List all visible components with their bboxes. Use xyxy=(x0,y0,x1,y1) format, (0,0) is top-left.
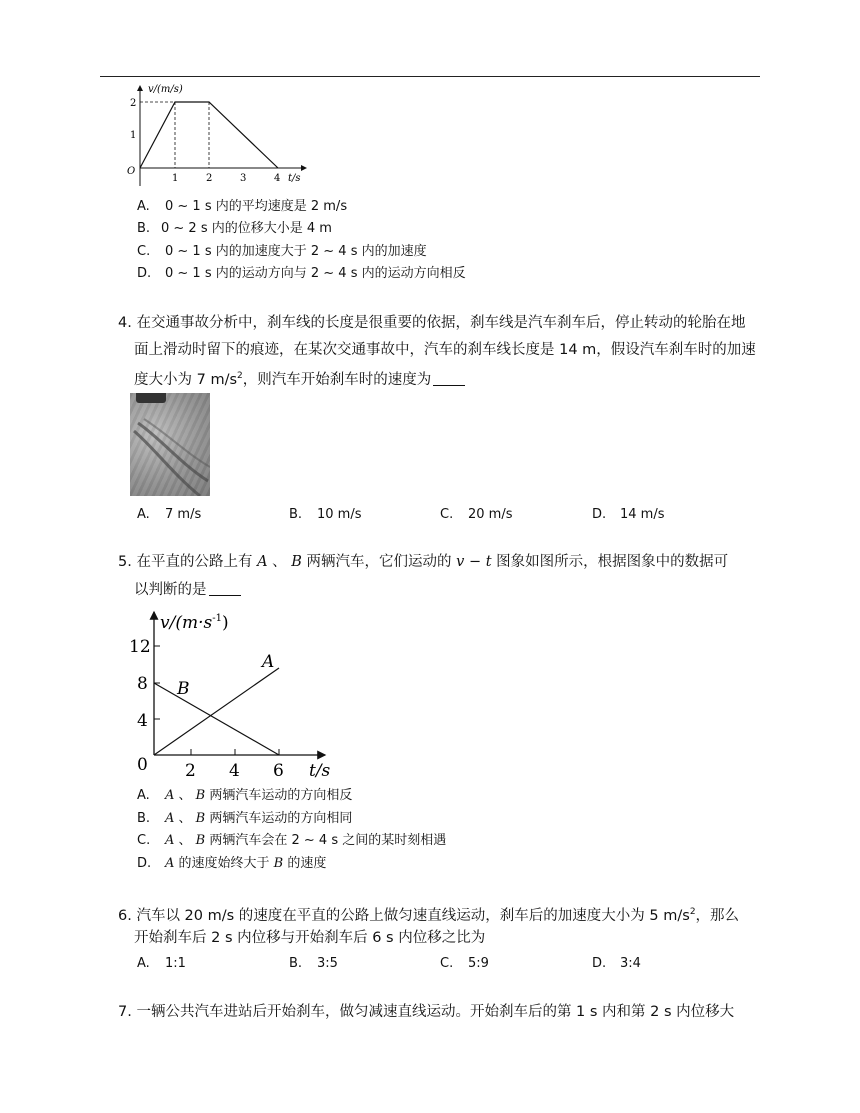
line-a xyxy=(154,668,279,755)
skid-marks-photo xyxy=(130,393,210,496)
q5-option-a: A. A 、 B 两辆汽车运动的方向相反 xyxy=(137,788,353,803)
graph1-xtick: 3 xyxy=(240,173,247,184)
q6-option-b: B. 3:5 xyxy=(289,956,338,971)
q4-option-c: C. 20 m/s xyxy=(440,507,513,522)
q6-line-1: 6. 汽车以 20 m/s 的速度在平直的公路上做匀速直线运动，刹车后的加速度大小为 5 $m/s^2$，那么 xyxy=(118,907,740,924)
vt-graph-2 xyxy=(125,606,335,782)
graph1-xtick: 4 xyxy=(274,173,281,184)
graph1-xlabel: t/s xyxy=(288,173,301,184)
q3-option-b: B. 0 ~ 2 s 内的位移大小是 4 m xyxy=(137,221,332,236)
graph2-ytick: 12 xyxy=(129,637,151,657)
graph1-xtick: 2 xyxy=(206,173,213,184)
graph2-ytick: 0 xyxy=(137,755,148,775)
q4-number: 4. xyxy=(118,315,132,331)
q3-option-c: C. 0 ~ 1 s 内的加速度大于 2 ~ 4 s 内的加速度 xyxy=(137,244,427,259)
q3-option-d: D. 0 ~ 1 s 内的运动方向与 2 ~ 4 s 内的运动方向相反 xyxy=(137,266,466,281)
q4-line-1: 4. 在交通事故分析中，刹车线的长度是很重要的依据，刹车线是汽车刹车后，停止转动的轮胎在地 xyxy=(118,315,746,331)
graph1-xtick: 1 xyxy=(172,173,179,184)
q4-line-3: 度大小为 7 $m/s^2$，则汽车开始刹车时的速度为 xyxy=(134,366,465,390)
q7-line-1: 7. 一辆公共汽车进站后开始刹车，做匀减速直线运动。开始刹车后的第 1 s 内和第 2 s 内位移大 xyxy=(118,1004,735,1020)
q4-option-a: A. 7 m/s xyxy=(137,507,202,522)
graph1-ylabel: v/(m/s) xyxy=(148,84,183,95)
graph2-ylabel: $v/(m\cdot s^{-1})$ xyxy=(160,613,229,633)
q4-line-2: 面上滑动时留下的痕迹，在某次交通事故中，汽车的刹车线长度是 14 m，假设汽车刹车时的加速 xyxy=(134,342,756,358)
graph2-ytick: 4 xyxy=(137,711,148,731)
vt-graph-1 xyxy=(120,80,320,190)
q5-line-1: 5. 在平直的公路上有 A 、 B 两辆汽车，它们运动的 v − t 图象如图所示，根据图象中的数据可 xyxy=(118,554,729,570)
q6-option-d: D. 3:4 xyxy=(592,956,641,971)
q6-option-c: C. 5:9 xyxy=(440,956,489,971)
q5-option-b: B. A 、 B 两辆汽车运动的方向相同 xyxy=(137,811,353,826)
graph2-xtick: 4 xyxy=(229,761,240,781)
q6-number: 6. xyxy=(118,907,132,924)
q4-option-d: D. 14 m/s xyxy=(592,507,665,522)
q3-option-a: A. 0 ~ 1 s 内的平均速度是 2 m/s xyxy=(137,199,348,214)
graph1-ytick: 1 xyxy=(130,130,137,141)
graph2-xtick: 2 xyxy=(185,761,196,781)
q6-line-2: 开始刹车后 2 s 内位移与开始刹车后 6 s 内位移之比为 xyxy=(134,930,486,946)
header-rule xyxy=(100,76,760,77)
q4-option-b: B. 10 m/s xyxy=(289,507,362,522)
skid-marks-image xyxy=(130,393,210,496)
answer-blank xyxy=(209,581,241,596)
q5-line-2: 以判断的是 xyxy=(134,580,241,600)
q7-number: 7. xyxy=(118,1004,132,1020)
graph1-ytick: 2 xyxy=(130,98,137,109)
q6-option-a: A. 1:1 xyxy=(137,956,186,971)
q5-option-c: C. A 、 B 两辆汽车会在 2 ~ 4 s 之间的某时刻相遇 xyxy=(137,833,447,848)
line-b-label: B xyxy=(177,679,190,699)
line-a-label: A xyxy=(262,652,275,672)
graph2-ytick: 8 xyxy=(137,674,148,694)
graph1-origin: O xyxy=(127,166,136,177)
line-b xyxy=(154,683,279,755)
graph2-xtick: 6 xyxy=(273,761,284,781)
q5-number: 5. xyxy=(118,554,132,570)
graph2-xlabel: t/s xyxy=(309,761,331,781)
answer-blank xyxy=(433,371,465,386)
q5-option-d: D. A 的速度始终大于 B 的速度 xyxy=(137,856,327,871)
